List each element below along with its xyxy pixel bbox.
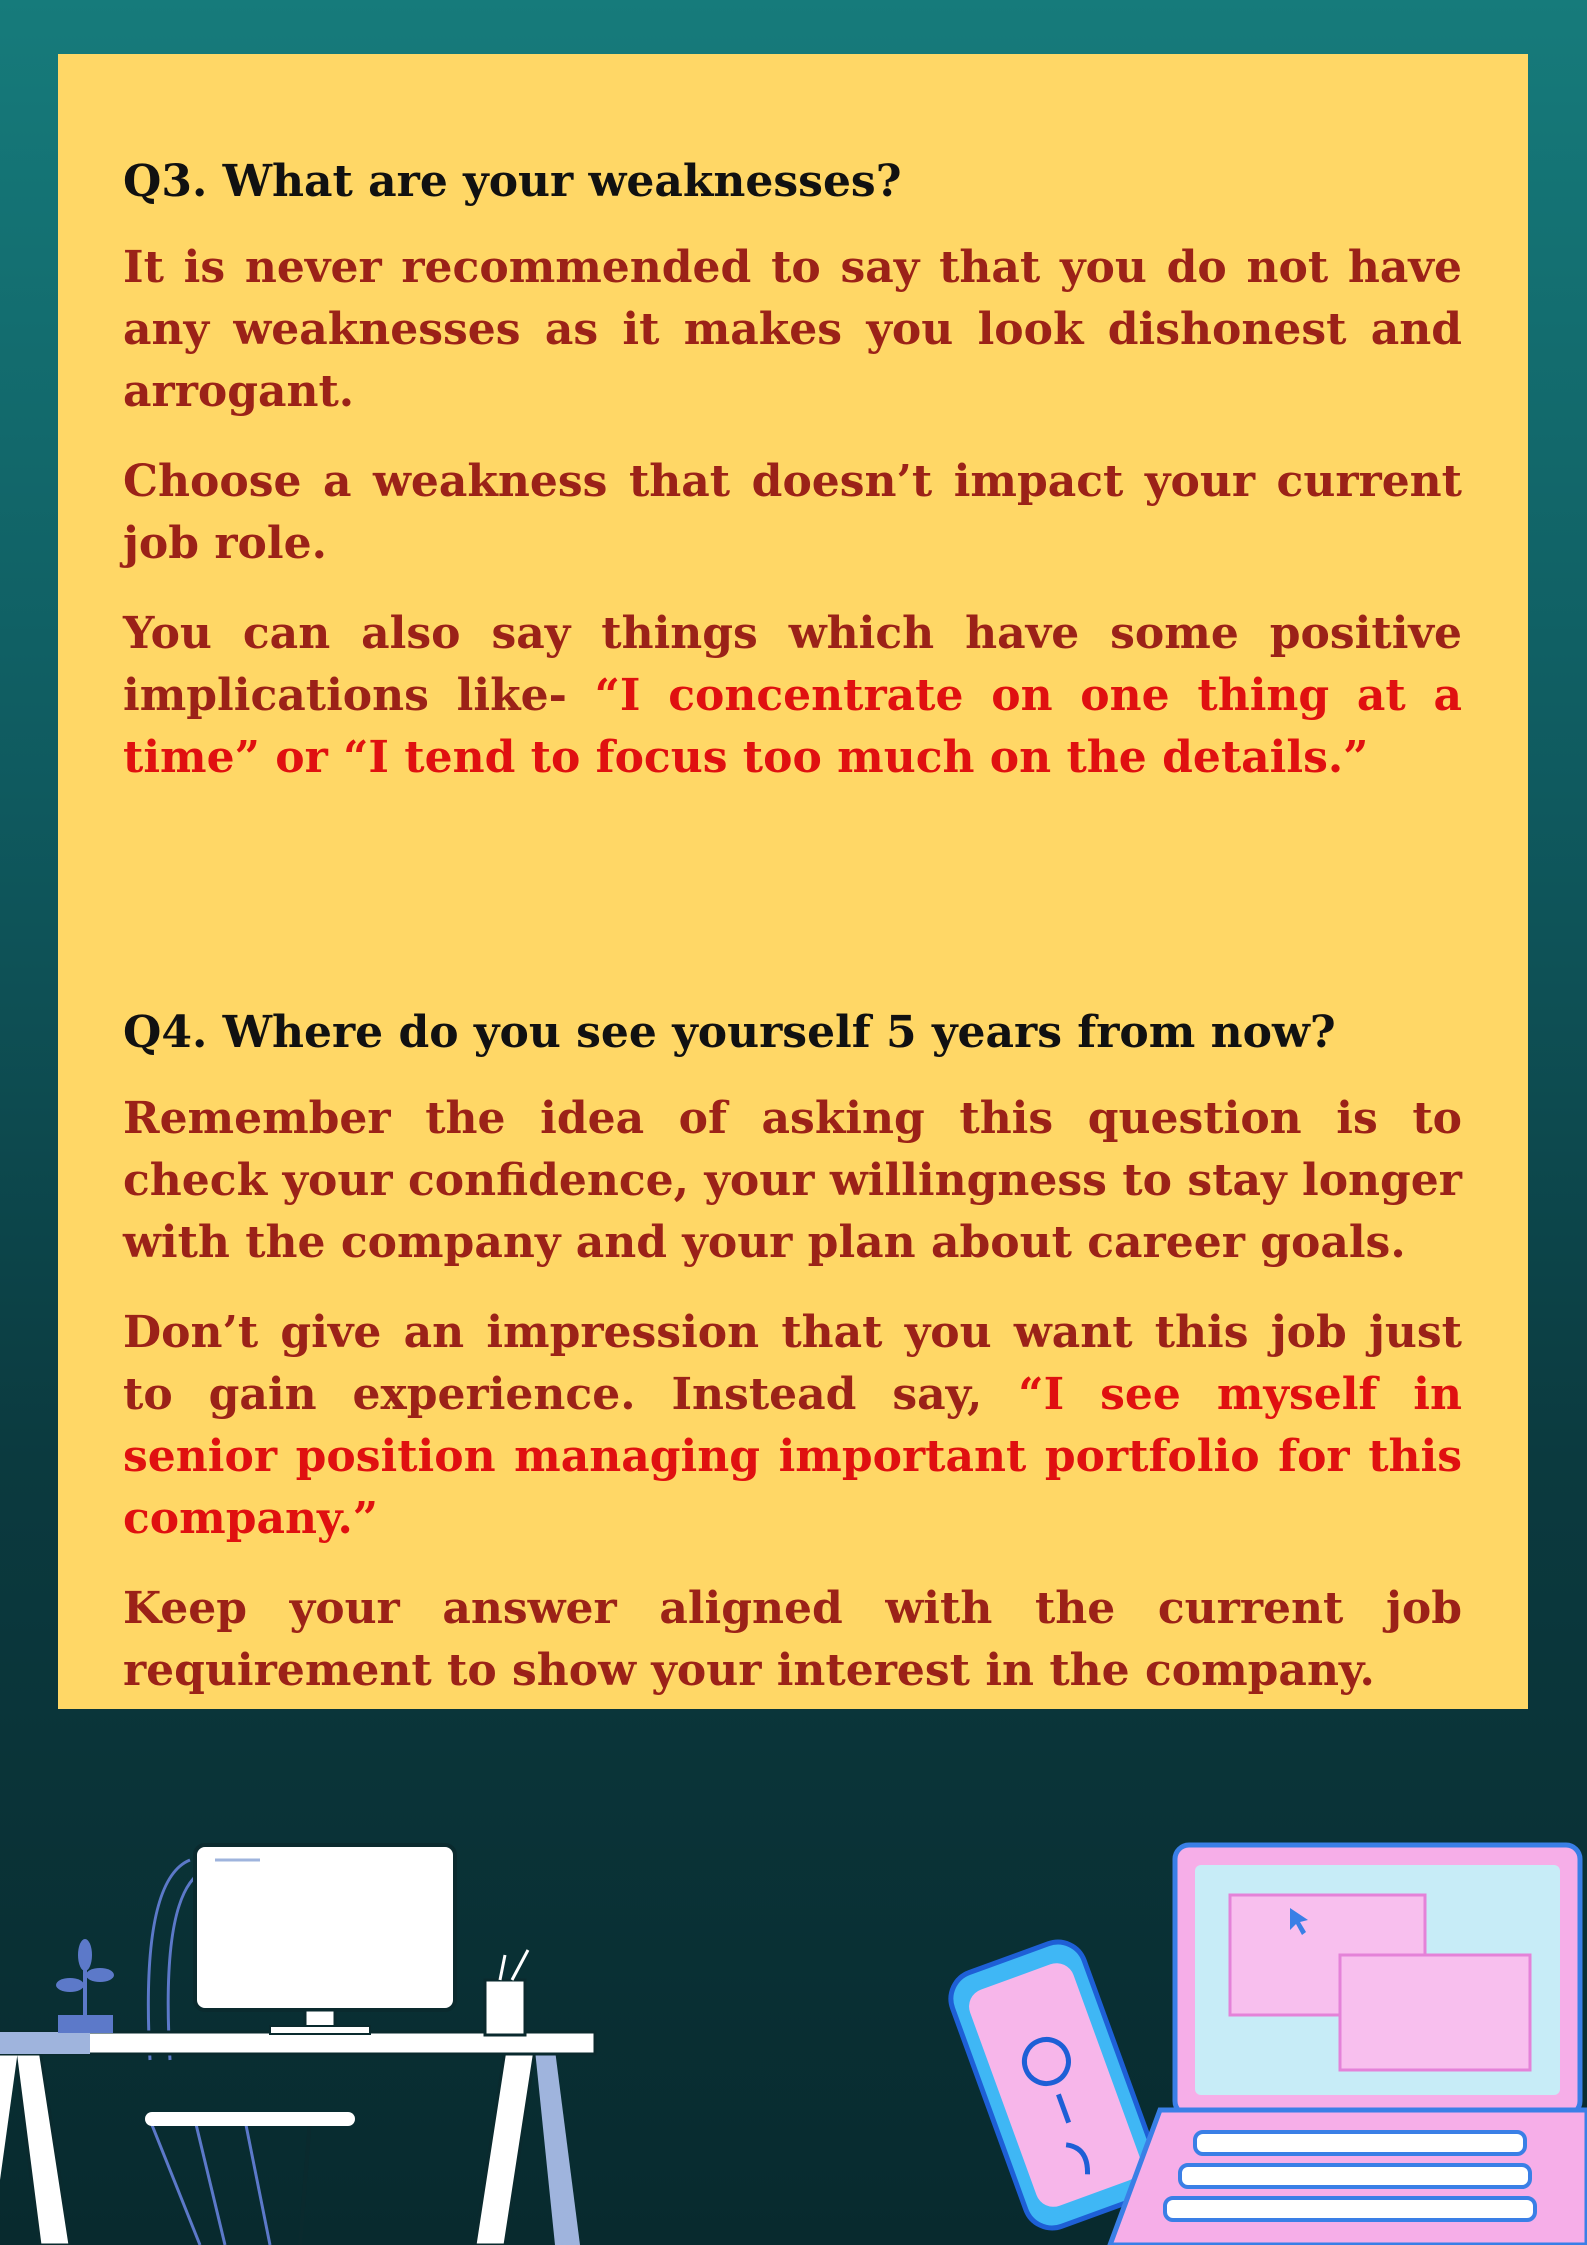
- paragraph-text: Keep your answer aligned with the current job requirement to show your interest in the company.: [123, 1582, 1462, 1696]
- section-q4: [123, 1007, 1462, 1702]
- content-card: [58, 54, 1528, 1709]
- desk-with-monitor-icon: [0, 1845, 595, 2245]
- paragraph-text: Choose a weakness that doesn’t impact your current job role.: [123, 455, 1462, 569]
- paragraph: [123, 603, 1462, 789]
- paragraph: [123, 1302, 1462, 1550]
- paragraph-text: You can also say things which have some positive implications like-: [123, 607, 1462, 721]
- illustration-strip: [0, 1760, 1587, 2245]
- paragraph: [123, 237, 1462, 423]
- highlighted-quote: “I see myself in senior position managing important portfolio for this company.”: [123, 1368, 1462, 1544]
- laptop-icon: [1110, 1845, 1587, 2245]
- paragraph-text: Remember the idea of asking this question is to check your confidence, your willingness to stay longer with the company and your plan about career goals.: [123, 1092, 1462, 1268]
- paragraph: [123, 1578, 1462, 1702]
- question-heading: Q4. Where do you see yourself 5 years from now?: [123, 1006, 1336, 1058]
- spacer: [123, 817, 1462, 1007]
- paragraph: [123, 451, 1462, 575]
- question-heading: Q3. What are your weaknesses?: [123, 156, 902, 207]
- paragraph: [123, 1088, 1462, 1274]
- section-q3: [123, 156, 1462, 789]
- highlighted-quote: “I concentrate on one thing at a time” or “I tend to focus too much on the details.”: [123, 669, 1462, 783]
- paragraph-text: It is never recommended to say that you do not have any weaknesses as it makes you look dishonest and arrogant.: [123, 241, 1462, 417]
- paragraph-text: Don’t give an impression that you want this job just to gain experience. Instead say,: [123, 1306, 1462, 1420]
